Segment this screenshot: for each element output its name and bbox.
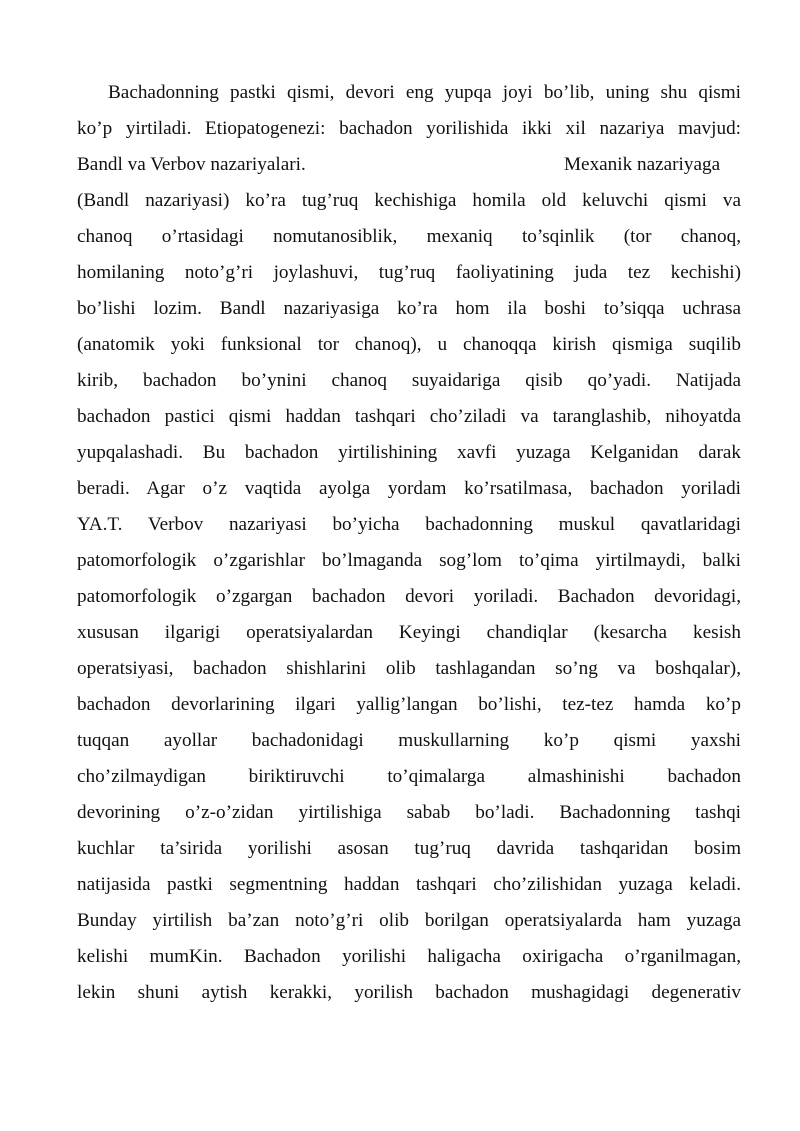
text-line: operatsiyasi, bachadon shishlarini olib tashlagandan so’ng va boshqalar), bbox=[77, 658, 741, 679]
text-line: bachadon pastici qismi haddan tashqari cho’ziladi va taranglashib, nihoyatda bbox=[77, 406, 741, 427]
text-line: yupqalashadi. Bu bachadon yirtilishining xavfi yuzaga Kelganidan darak bbox=[77, 442, 741, 463]
text-line: tuqqan ayollar bachadonidagi muskullarning ko’p qismi yaxshi bbox=[77, 730, 741, 751]
text-line: patomorfologik o’zgargan bachadon devori yoriladi. Bachadon devoridagi, bbox=[77, 586, 741, 607]
text-segment: Mexanik nazariyaga bbox=[564, 154, 721, 175]
text-line: YA.T. Verbov nazariyasi bo’yicha bachadonning muskul qavatlaridagi bbox=[77, 514, 741, 535]
text-line: devorining o’z-o’zidan yirtilishiga sabab bo’ladi. Bachadonning tashqi bbox=[77, 802, 741, 823]
text-line: patomorfologik o’zgarishlar bo’lmaganda sog’lom to’qima yirtilmaydi, balki bbox=[77, 550, 741, 571]
text-line: kuchlar ta’sirida yorilishi asosan tug’ruq davrida tashqaridan bosim bbox=[77, 838, 741, 859]
text-line: (Bandl nazariyasi) ko’ra tug’ruq kechishiga homila old keluvchi qismi va bbox=[77, 190, 741, 211]
text-line: xususan ilgarigi operatsiyalardan Keyingi chandiqlar (kesarcha kesish bbox=[77, 622, 741, 643]
text-line: kelishi mumKin. Bachadon yorilishi haligacha oxirigacha o’rganilmagan, bbox=[77, 946, 741, 967]
text-line: lekin shuni aytish kerakki, yorilish bachadon mushagidagi degenerativ bbox=[77, 982, 741, 1003]
text-line: (anatomik yoki funksional tor chanoq), u chanoqqa kirish qismiga suqilib bbox=[77, 334, 741, 355]
text-segment: Bandl va Verbov nazariyalari. bbox=[77, 154, 306, 175]
text-line: bo’lishi lozim. Bandl nazariyasiga ko’ra hom ila boshi to’siqqa uchrasa bbox=[77, 298, 741, 319]
text-line: bachadon devorlarining ilgari yallig’langan bo’lishi, tez-tez hamda ko’p bbox=[77, 694, 741, 715]
text-line: chanoq o’rtasidagi nomutanosiblik, mexaniq to’sqinlik (tor chanoq, bbox=[77, 226, 741, 247]
text-line: Bunday yirtilish ba’zan noto’g’ri olib borilgan operatsiyalarda ham yuzaga bbox=[77, 910, 741, 931]
text-line: Bachadonning pastki qismi, devori eng yupqa joyi bo’lib, uning shu qismi bbox=[108, 82, 741, 103]
text-line: cho’zilmaydigan biriktiruvchi to’qimalarga almashinishi bachadon bbox=[77, 766, 741, 787]
text-line: kirib, bachadon bo’ynini chanoq suyaidariga qisib qo’yadi. Natijada bbox=[77, 370, 741, 391]
text-line: homilaning noto’g’ri joylashuvi, tug’ruq faoliyatining juda tez kechishi) bbox=[77, 262, 741, 283]
text-line bbox=[77, 151, 741, 179]
text-line: ko’p yirtiladi. Etiopatogenezi: bachadon yorilishida ikki xil nazariya mavjud: bbox=[77, 118, 741, 139]
text-line: natijasida pastki segmentning haddan tashqari cho’zilishidan yuzaga keladi. bbox=[77, 874, 741, 895]
text-line: beradi. Agar o’z vaqtida ayolga yordam ko’rsatilmasa, bachadon yoriladi bbox=[77, 478, 741, 499]
